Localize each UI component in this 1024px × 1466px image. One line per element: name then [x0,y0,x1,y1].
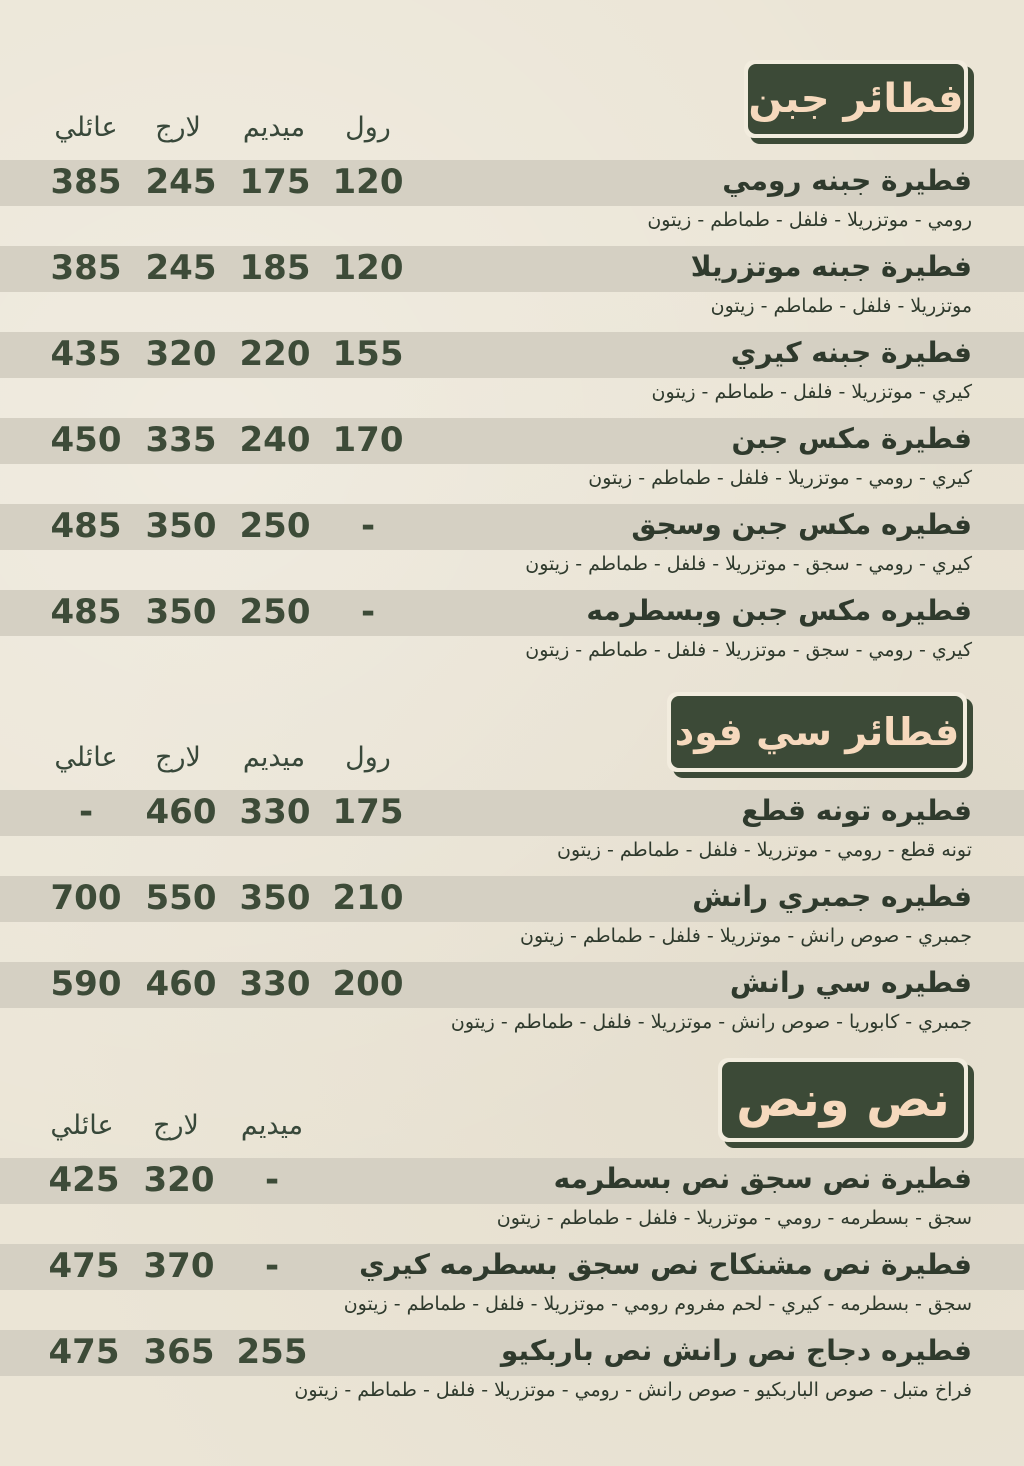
price-family: 485 [50,592,122,632]
item-description: كيري - موتزريلا - فلفل - طماطم - زيتون [651,381,972,403]
section-badge-seafood [667,692,967,772]
item-description: كيري - رومي - موتزريلا - فلفل - طماطم - زيتون [588,467,972,489]
price-family: 435 [50,334,122,374]
item-description: سجق - بسطرمه - كيري - لحم مفروم رومي - موتزريلا - فلفل - طماطم - زيتون [343,1293,972,1315]
price-medium: 330 [239,964,311,1004]
header-large: لارج [155,112,201,143]
header-medium: ميديم [242,742,306,773]
price-family: 700 [50,878,122,918]
price-roll: 170 [332,420,404,460]
price-medium: 220 [239,334,311,374]
price-family: - [78,792,94,832]
header-medium: ميديم [240,1110,304,1141]
item-description: جمبري - صوص رانش - موتزريلا - فلفل - طماطم - زيتون [520,925,972,947]
section-title: فطائر سي فود [674,710,960,754]
item-description: فراخ متبل - صوص الباربكيو - صوص رانش - رومي - موتزريلا - فلفل - طماطم - زيتون [294,1379,972,1401]
price-family: 485 [50,506,122,546]
item-description: جمبري - كابوريا - صوص رانش - موتزريلا - فلفل - طماطم - زيتون [450,1011,972,1033]
price-large: 370 [143,1246,215,1286]
price-family: 450 [50,420,122,460]
header-medium: ميديم [242,112,306,143]
item-description: كيري - رومي - سجق - موتزريلا - فلفل - طماطم - زيتون [525,553,972,575]
header-large: لارج [155,742,201,773]
header-family: عائلي [54,742,118,773]
item-description: سجق - بسطرمه - رومي - موتزريلا - فلفل - طماطم - زيتون [496,1207,972,1229]
item-description: موتزريلا - فلفل - طماطم - زيتون [710,295,972,317]
price-medium: 255 [236,1332,308,1372]
item-description: تونه قطع - رومي - موتزريلا - فلفل - طماطم - زيتون [556,839,972,861]
header-roll: رول [345,112,391,143]
price-medium: 250 [239,506,311,546]
price-roll: - [360,592,376,632]
price-medium: - [264,1246,280,1286]
section-badge-cheese [744,60,968,138]
header-roll: رول [345,742,391,773]
item-name: فطيره سي رانش [729,966,972,999]
item-name: فطيرة مكس جبن [731,422,972,455]
price-roll: 120 [332,248,404,288]
item-description: رومي - موتزريلا - فلفل - طماطم - زيتون [647,209,972,231]
item-name: فطيره تونه قطع [741,794,972,827]
item-name: فطيره مكس جبن وسجق [631,508,972,541]
price-medium: 185 [239,248,311,288]
header-family: عائلي [54,112,118,143]
price-large: 245 [145,248,217,288]
section-title: فطائر جبن [748,76,964,122]
price-family: 425 [48,1160,120,1200]
item-name: فطيره دجاج نص رانش نص باربكيو [500,1334,972,1367]
header-large: لارج [153,1110,199,1141]
price-family: 475 [48,1246,120,1286]
price-roll: - [360,506,376,546]
section-title: نص ونص [736,1072,950,1128]
price-roll: 200 [332,964,404,1004]
item-name: فطيرة جبنه موتزريلا [690,250,972,283]
price-large: 350 [145,592,217,632]
price-large: 550 [145,878,217,918]
price-family: 590 [50,964,122,1004]
price-family: 475 [48,1332,120,1372]
price-roll: 155 [332,334,404,374]
price-large: 460 [145,792,217,832]
price-medium: - [264,1160,280,1200]
price-medium: 250 [239,592,311,632]
price-large: 460 [145,964,217,1004]
item-name: فطيره مكس جبن وبسطرمه [586,594,972,627]
price-large: 335 [145,420,217,460]
item-description: كيري - رومي - سجق - موتزريلا - فلفل - طماطم - زيتون [525,639,972,661]
price-roll: 175 [332,792,404,832]
header-family: عائلي [50,1110,114,1141]
item-name: فطيره جمبري رانش [692,880,972,913]
item-name: فطيرة نص سجق نص بسطرمه [553,1162,972,1195]
price-medium: 240 [239,420,311,460]
item-name: فطيرة نص مشنكاح نص سجق بسطرمه كيري [359,1248,972,1281]
price-roll: 120 [332,162,404,202]
price-large: 365 [143,1332,215,1372]
price-medium: 350 [239,878,311,918]
price-family: 385 [50,162,122,202]
price-medium: 330 [239,792,311,832]
item-name: فطيرة جبنه رومي [722,164,972,197]
price-large: 245 [145,162,217,202]
price-medium: 175 [239,162,311,202]
item-name: فطيرة جبنه كيري [730,336,972,369]
price-large: 320 [143,1160,215,1200]
section-badge-half-half [718,1058,968,1142]
price-large: 320 [145,334,217,374]
price-large: 350 [145,506,217,546]
price-family: 385 [50,248,122,288]
price-roll: 210 [332,878,404,918]
